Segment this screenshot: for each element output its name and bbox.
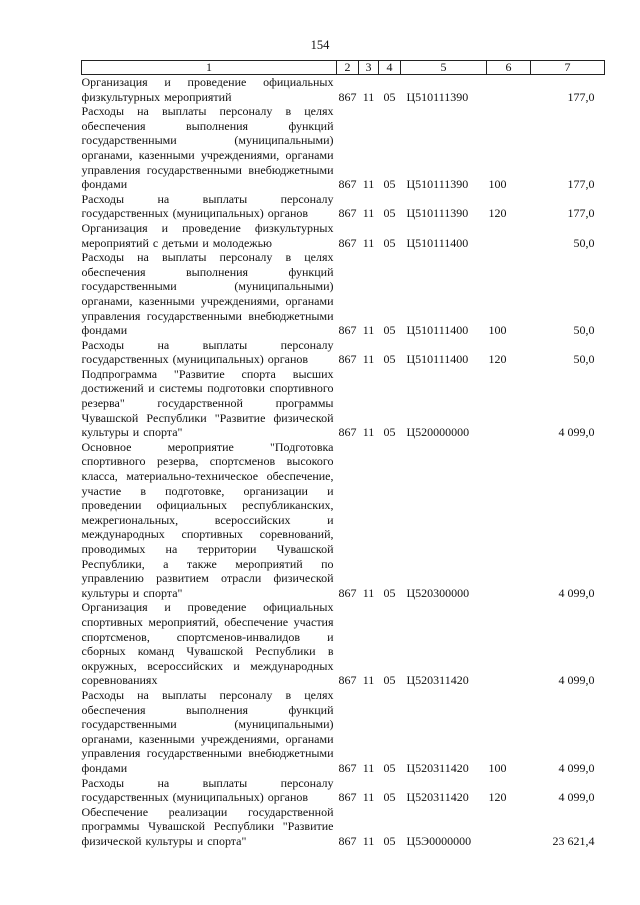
row-pr: 05 (383, 352, 396, 367)
row-gr: 867 (338, 89, 357, 104)
row-sum: 4 099,0 (558, 760, 595, 775)
budget-table (81, 60, 605, 848)
table-row (82, 104, 605, 192)
row-sum: 23 621,4 (552, 833, 595, 848)
row-rz: 11 (362, 206, 375, 221)
row-gr: 867 (338, 673, 357, 688)
row-vr (487, 805, 531, 849)
table-row (82, 805, 605, 849)
row-gr: 867 (338, 177, 357, 192)
row-csr: Ц510111390 (406, 89, 469, 104)
row-csr: Ц510111390 (406, 177, 469, 192)
table-row (82, 192, 605, 221)
row-sum: 4 099,0 (558, 790, 595, 805)
row-name: Подпрограмма "Развитие спорта высших достижений и системы подготовки спортивного резерва" государственной программы Чувашской Республики "Развитие физической культуры и спорта" (81, 366, 334, 440)
row-vr: 100 (488, 760, 507, 775)
table-row (82, 600, 605, 688)
row-pr: 05 (383, 206, 396, 221)
header-cell-rz: 3 (359, 61, 379, 75)
row-vr: 100 (488, 177, 507, 192)
row-gr: 867 (338, 833, 357, 848)
row-rz: 11 (362, 760, 375, 775)
row-gr: 867 (338, 760, 357, 775)
header-cell-gr: 2 (337, 61, 359, 75)
row-rz: 11 (362, 833, 375, 848)
row-rz: 11 (362, 177, 375, 192)
row-rz: 11 (362, 352, 375, 367)
table-row (82, 440, 605, 601)
row-pr: 05 (383, 585, 396, 600)
row-csr: Ц510111400 (406, 323, 469, 338)
row-pr: 05 (383, 673, 396, 688)
row-rz: 11 (362, 323, 375, 338)
row-sum: 177,0 (567, 206, 595, 221)
row-name: Основное мероприятие "Подготовка спортивного резерва, спортсменов высокого класса, материально-техническое обеспечение, участие в подготовке, организации и проведении официальных республиканских, межрегиональных, всероссийских и международных спортивных соревнований, проводимых на территории Чувашской Республики, а также мероприятий по управлению развитием отрасли физической культуры и спорта" (81, 439, 334, 600)
row-gr: 867 (338, 790, 357, 805)
row-gr: 867 (338, 425, 357, 440)
row-gr: 867 (338, 235, 357, 250)
row-sum: 177,0 (567, 177, 595, 192)
table-row (82, 338, 605, 367)
header-cell-name: 1 (82, 61, 337, 75)
row-pr: 05 (383, 425, 396, 440)
row-gr: 867 (338, 585, 357, 600)
row-sum: 50,0 (573, 352, 595, 367)
row-gr: 867 (338, 352, 357, 367)
row-rz: 11 (362, 235, 375, 250)
row-pr: 05 (383, 89, 396, 104)
row-csr: Ц520311420 (406, 790, 469, 805)
header-cell-vr: 6 (487, 61, 531, 75)
row-csr: Ц520300000 (406, 585, 470, 600)
row-csr: Ц5Э0000000 (406, 833, 472, 848)
row-name: Организация и проведение официальных физкультурных мероприятий (81, 75, 334, 104)
row-name: Организация и проведение официальных спортивных мероприятий, обеспечение участия спортсменов, спортсменов-инвалидов и сборных команд Чувашской Республики в окружных, всероссийских и международных соревнованиях (81, 600, 334, 688)
row-rz: 11 (362, 673, 375, 688)
row-vr (487, 367, 531, 440)
row-pr: 05 (383, 235, 396, 250)
row-vr (487, 440, 531, 601)
row-name: Обеспечение реализации государственной программы Чувашской Республики "Развитие физической культуры и спорта" (81, 804, 334, 848)
row-sum: 4 099,0 (558, 585, 595, 600)
row-name: Расходы на выплаты персоналу государственных (муниципальных) органов (81, 775, 334, 805)
row-csr: Ц510111400 (406, 235, 469, 250)
table-row (82, 250, 605, 338)
row-name: Расходы на выплаты персоналу государственных (муниципальных) органов (81, 191, 334, 221)
row-sum: 4 099,0 (558, 673, 595, 688)
row-sum: 50,0 (573, 323, 595, 338)
header-row (82, 61, 605, 75)
row-pr: 05 (383, 323, 396, 338)
row-rz: 11 (362, 425, 375, 440)
table-row (82, 688, 605, 776)
row-sum: 177,0 (567, 89, 595, 104)
row-vr: 120 (488, 352, 507, 367)
row-csr: Ц520311420 (406, 673, 469, 688)
table-body (82, 75, 605, 849)
row-name: Расходы на выплаты персоналу в целях обеспечения выполнения функций государственными (муниципальными) органами, казенными учреждениями, органами управления государственными внебюджетными фондами (81, 250, 334, 338)
row-vr: 100 (488, 323, 507, 338)
row-csr: Ц520000000 (406, 425, 470, 440)
header-cell-csr: 5 (401, 61, 487, 75)
page-number: 154 (310, 38, 330, 52)
header-cell-sum: 7 (531, 61, 605, 75)
row-sum: 4 099,0 (558, 425, 595, 440)
row-gr: 867 (338, 206, 357, 221)
row-csr: Ц510111400 (406, 352, 469, 367)
row-csr: Ц510111390 (406, 206, 469, 221)
row-name: Расходы на выплаты персоналу в целях обеспечения выполнения функций государственными (муниципальными) органами, казенными учреждениями, органами управления государственными внебюджетными фондами (81, 104, 334, 192)
row-pr: 05 (383, 790, 396, 805)
header-cell-pr: 4 (379, 61, 401, 75)
row-rz: 11 (362, 790, 375, 805)
row-vr: 120 (488, 790, 507, 805)
row-pr: 05 (383, 760, 396, 775)
row-vr (487, 600, 531, 688)
table-row (82, 75, 605, 105)
row-vr (487, 221, 531, 250)
row-pr: 05 (383, 833, 396, 848)
row-rz: 11 (362, 585, 375, 600)
row-name: Расходы на выплаты персоналу государственных (муниципальных) органов (81, 337, 334, 367)
table-row (82, 221, 605, 250)
row-vr (487, 75, 531, 105)
table-row (82, 776, 605, 805)
row-csr: Ц520311420 (406, 760, 469, 775)
row-sum: 50,0 (573, 235, 595, 250)
row-name: Организация и проведение физкультурных мероприятий с детьми и молодежью (81, 220, 334, 250)
table-row (82, 367, 605, 440)
row-gr: 867 (338, 323, 357, 338)
row-name: Расходы на выплаты персоналу в целях обеспечения выполнения функций государственными (муниципальными) органами, казенными учреждениями, органами управления государственными внебюджетными фондами (81, 687, 334, 775)
row-vr: 120 (488, 206, 507, 221)
row-rz: 11 (362, 89, 375, 104)
row-pr: 05 (383, 177, 396, 192)
